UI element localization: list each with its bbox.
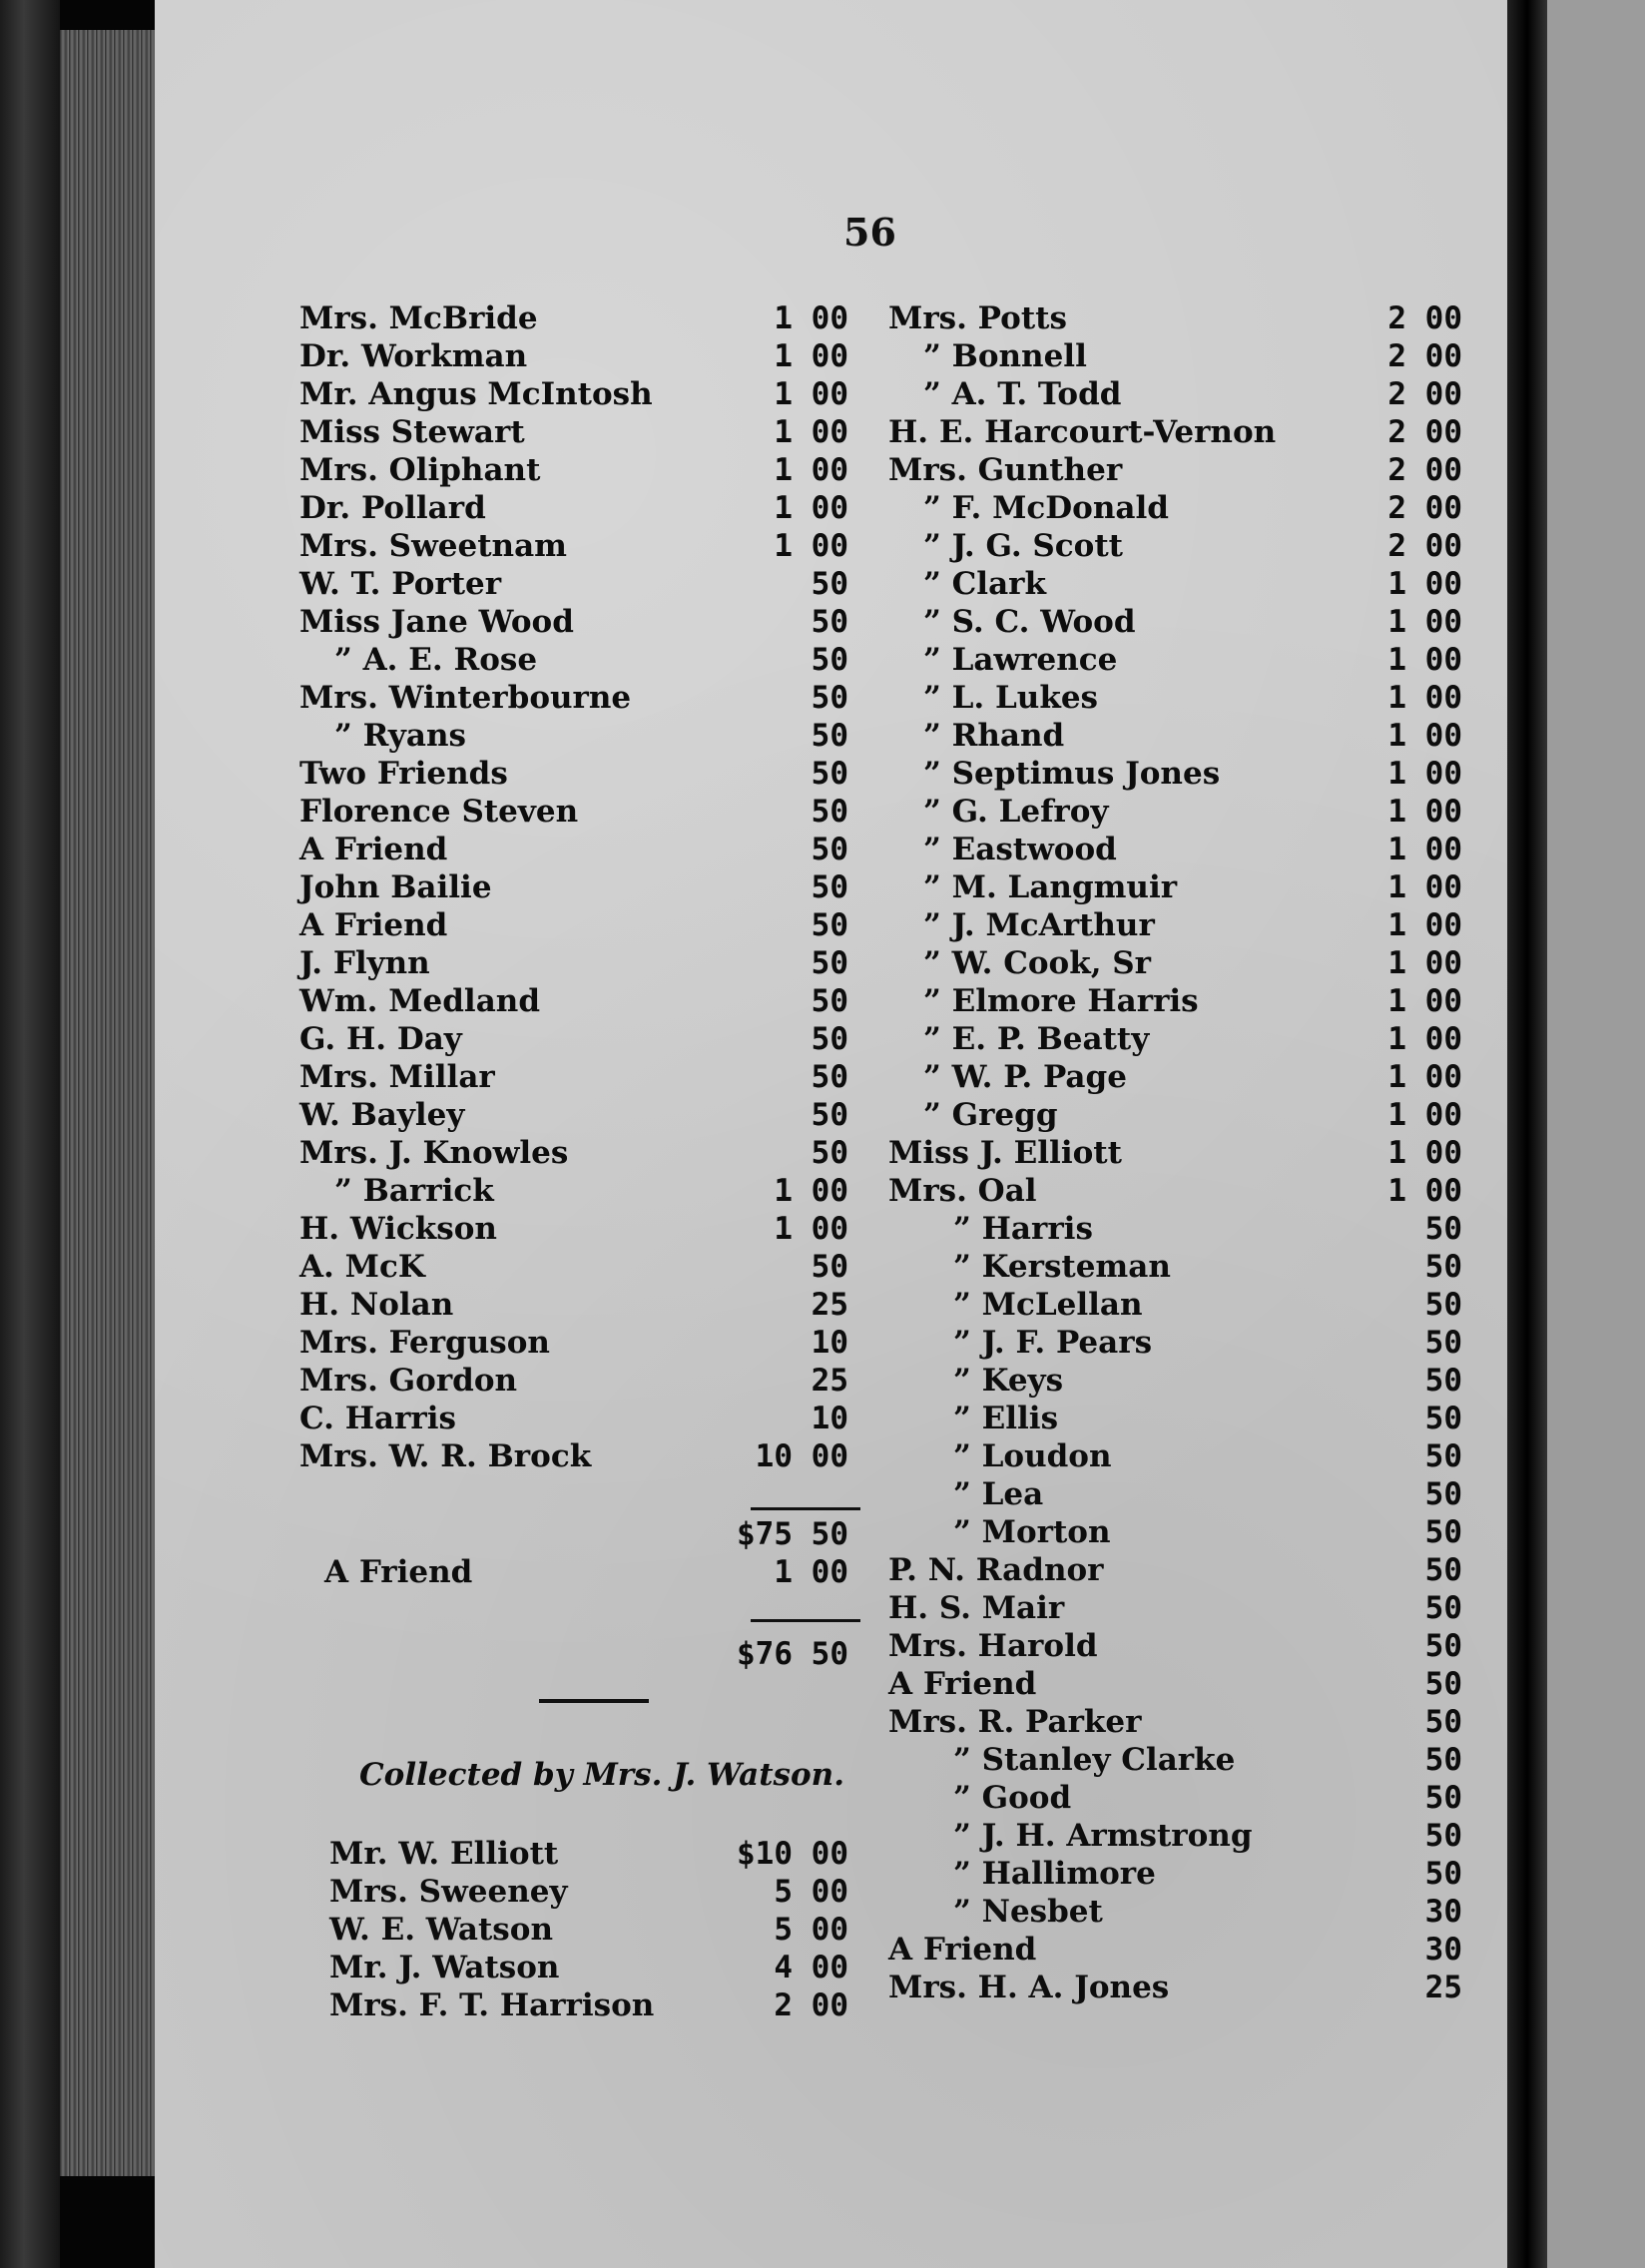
entry-name: Mrs. Winterbourne xyxy=(299,680,632,716)
entry-amount: 1 00 xyxy=(1387,1059,1462,1095)
entry-name: ” M. Langmuir xyxy=(923,869,1178,905)
entry-amount: 10 xyxy=(811,1325,848,1361)
entry-amount: 1 00 xyxy=(1387,566,1462,602)
entry-amount: 50 xyxy=(1424,1401,1462,1436)
list-item xyxy=(299,1437,878,1475)
entry-name: Mrs. W. R. Brock xyxy=(299,1438,592,1474)
entry-name: Mrs. Millar xyxy=(299,1059,495,1095)
entry-amount: 1 00 xyxy=(1387,718,1462,754)
list-item xyxy=(888,1589,1462,1627)
entry-name: ” G. Lefroy xyxy=(923,794,1109,830)
list-item xyxy=(299,1096,878,1134)
entry-amount: 5 00 xyxy=(774,1874,848,1910)
left-column-list xyxy=(299,299,878,1475)
list-item xyxy=(299,1986,878,2024)
entry-name: Mrs. F. T. Harrison xyxy=(329,1987,655,2023)
list-item xyxy=(299,1020,878,1058)
entry-name: ” Harris xyxy=(953,1211,1093,1247)
entry-name: Dr. Workman xyxy=(299,338,528,374)
list-item xyxy=(299,831,878,868)
entry-name: W. Bayley xyxy=(299,1097,465,1133)
entry-name: H. E. Harcourt-Vernon xyxy=(888,414,1277,450)
entry-amount: 50 xyxy=(1424,1628,1462,1664)
entry-name: ” Barrick xyxy=(334,1173,494,1209)
entry-name: ” F. McDonald xyxy=(923,490,1169,526)
entry-name: ” J. G. Scott xyxy=(923,528,1124,564)
entry-amount: 2 00 xyxy=(1387,300,1462,336)
list-item xyxy=(888,1779,1462,1817)
entry-amount: 1 00 xyxy=(774,528,848,564)
entry-name: ” Nesbet xyxy=(953,1894,1103,1930)
entry-name: ” Eastwood xyxy=(923,832,1117,867)
entry-amount: 10 xyxy=(811,1401,848,1436)
list-item xyxy=(888,1286,1462,1324)
entry-name: P. N. Radnor xyxy=(888,1552,1104,1588)
entry-name: Mrs. Gordon xyxy=(299,1363,518,1399)
entry-name: Mrs. R. Parker xyxy=(888,1704,1142,1740)
list-item xyxy=(888,1931,1462,1969)
entry-amount: 1 00 xyxy=(1387,604,1462,640)
list-item xyxy=(299,717,878,755)
entry-amount: 50 xyxy=(811,794,848,830)
extra-entry-row xyxy=(299,1553,878,1591)
entry-amount: 50 xyxy=(1424,1818,1462,1854)
list-item xyxy=(299,527,878,565)
entry-amount: 1 00 xyxy=(774,338,848,374)
facing-page-edge xyxy=(1547,0,1645,2268)
entry-name: Mr. Angus McIntosh xyxy=(299,376,653,412)
section-divider xyxy=(539,1699,649,1703)
list-item xyxy=(299,1134,878,1172)
list-item xyxy=(888,1703,1462,1741)
list-item xyxy=(299,1873,878,1911)
entry-amount: 50 xyxy=(1424,1249,1462,1285)
entry-amount: 2 00 xyxy=(1387,376,1462,412)
entry-amount: 10 00 xyxy=(755,1438,848,1474)
entry-amount: 50 xyxy=(1424,1856,1462,1892)
page-number: 56 xyxy=(843,210,896,255)
entry-name: A Friend xyxy=(888,1932,1037,1968)
list-item xyxy=(888,1096,1462,1134)
list-item xyxy=(888,755,1462,793)
entry-amount: 4 00 xyxy=(774,1950,848,1985)
entry-amount: 50 xyxy=(1424,1704,1462,1740)
total-rule xyxy=(751,1619,860,1622)
list-item xyxy=(299,413,878,451)
entry-name: Wm. Medland xyxy=(299,983,540,1019)
entry-name: H. Nolan xyxy=(299,1287,454,1323)
entry-amount: 50 xyxy=(811,983,848,1019)
entry-amount: 2 00 xyxy=(1387,490,1462,526)
entry-amount: 50 xyxy=(811,756,848,792)
list-item xyxy=(888,1741,1462,1779)
entry-name: Mrs. Sweeney xyxy=(329,1874,568,1910)
entry-amount: 1 00 xyxy=(1387,945,1462,981)
entry-amount: 50 xyxy=(1424,1780,1462,1816)
list-item xyxy=(888,1134,1462,1172)
list-item xyxy=(888,1437,1462,1475)
entry-name: C. Harris xyxy=(299,1401,456,1436)
list-item xyxy=(299,337,878,375)
list-item xyxy=(888,1475,1462,1513)
entry-amount: 25 xyxy=(811,1363,848,1399)
list-item xyxy=(299,451,878,489)
entry-name: ” J. McArthur xyxy=(923,907,1155,943)
entry-name: ” W. P. Page xyxy=(923,1059,1127,1095)
list-item xyxy=(888,1210,1462,1248)
list-item xyxy=(299,1400,878,1437)
entry-name: ” Hallimore xyxy=(953,1856,1156,1892)
list-item xyxy=(888,527,1462,565)
list-item xyxy=(299,755,878,793)
list-item xyxy=(888,1362,1462,1400)
entry-name: J. Flynn xyxy=(299,945,430,981)
entry-name: G. H. Day xyxy=(299,1021,462,1057)
entry-amount: 50 xyxy=(811,945,848,981)
list-item xyxy=(888,982,1462,1020)
entry-name: ” A. E. Rose xyxy=(334,642,538,678)
list-item xyxy=(299,1058,878,1096)
entry-name: ” L. Lukes xyxy=(923,680,1098,716)
list-item xyxy=(888,906,1462,944)
list-item xyxy=(888,1400,1462,1437)
list-item xyxy=(888,1058,1462,1096)
entry-amount: 50 xyxy=(811,1135,848,1171)
entry-name: Mrs. Potts xyxy=(888,300,1067,336)
entry-amount: 1 00 xyxy=(1387,1021,1462,1057)
extra-entry-name: A Friend xyxy=(324,1554,473,1590)
entry-amount: 1 00 xyxy=(774,490,848,526)
entry-amount: 1 00 xyxy=(1387,983,1462,1019)
list-item xyxy=(299,1362,878,1400)
entry-amount: 1 00 xyxy=(774,414,848,450)
list-item xyxy=(888,299,1462,337)
entry-amount: 50 xyxy=(811,832,848,867)
list-item xyxy=(299,565,878,603)
list-item xyxy=(299,906,878,944)
list-item xyxy=(299,1911,878,1949)
entry-name: A Friend xyxy=(299,832,448,867)
entry-amount: 50 xyxy=(1424,1438,1462,1474)
entry-amount: 1 00 xyxy=(1387,832,1462,867)
entry-amount: 2 00 xyxy=(1387,452,1462,488)
entry-name: Mr. J. Watson xyxy=(329,1950,560,1985)
list-item xyxy=(888,1324,1462,1362)
entry-name: W. T. Porter xyxy=(299,566,502,602)
list-item xyxy=(299,299,878,337)
list-item xyxy=(888,1172,1462,1210)
list-item xyxy=(299,603,878,641)
list-item xyxy=(299,982,878,1020)
list-item xyxy=(888,641,1462,679)
list-item xyxy=(888,1248,1462,1286)
entry-name: ” E. P. Beatty xyxy=(923,1021,1150,1057)
entry-amount: 50 xyxy=(811,718,848,754)
entry-name: ” McLellan xyxy=(953,1287,1143,1323)
list-item xyxy=(299,679,878,717)
list-item xyxy=(299,1248,878,1286)
entry-name: ” J. F. Pears xyxy=(953,1325,1153,1361)
entry-amount: 1 00 xyxy=(1387,756,1462,792)
entry-amount: 50 xyxy=(1424,1211,1462,1247)
entry-name: ” Kersteman xyxy=(953,1249,1171,1285)
entry-name: Mrs. Sweetnam xyxy=(299,528,567,564)
list-item xyxy=(888,565,1462,603)
list-item xyxy=(888,1513,1462,1551)
list-item xyxy=(299,1835,878,1873)
total-row xyxy=(299,1635,878,1673)
entry-name: ” Stanley Clarke xyxy=(953,1742,1236,1778)
list-item xyxy=(888,1665,1462,1703)
list-item xyxy=(888,679,1462,717)
list-item xyxy=(299,1286,878,1324)
entry-name: ” Ryans xyxy=(334,718,466,754)
list-item xyxy=(299,1949,878,1986)
entry-amount: 2 00 xyxy=(774,1987,848,2023)
entry-name: Mr. W. Elliott xyxy=(329,1836,559,1872)
list-item xyxy=(299,1324,878,1362)
entry-amount: 1 00 xyxy=(1387,680,1462,716)
entry-amount: 1 00 xyxy=(774,376,848,412)
entry-amount: 50 xyxy=(811,642,848,678)
entry-amount: 1 00 xyxy=(1387,1173,1462,1209)
list-item xyxy=(888,375,1462,413)
entry-name: Two Friends xyxy=(299,756,508,792)
entry-name: ” Loudon xyxy=(953,1438,1112,1474)
entry-amount: 50 xyxy=(811,1059,848,1095)
entry-amount: 50 xyxy=(1424,1552,1462,1588)
entry-amount: 2 00 xyxy=(1387,528,1462,564)
list-item xyxy=(888,1551,1462,1589)
list-item xyxy=(888,831,1462,868)
list-item xyxy=(888,1893,1462,1931)
list-item xyxy=(888,489,1462,527)
entry-name: ” Morton xyxy=(953,1514,1111,1550)
entry-name: ” Gregg xyxy=(923,1097,1058,1133)
list-item xyxy=(299,1210,878,1248)
entry-name: Mrs. Harold xyxy=(888,1628,1098,1664)
entry-name: Miss J. Elliott xyxy=(888,1135,1122,1171)
entry-name: John Bailie xyxy=(299,869,492,905)
list-item xyxy=(888,944,1462,982)
list-item xyxy=(888,413,1462,451)
entry-amount: $10 00 xyxy=(737,1836,848,1872)
list-item xyxy=(888,1855,1462,1893)
entry-amount: 5 00 xyxy=(774,1912,848,1948)
collected-list xyxy=(299,1835,878,2024)
entry-amount: 50 xyxy=(1424,1514,1462,1550)
entry-amount: 1 00 xyxy=(1387,1135,1462,1171)
list-item xyxy=(888,451,1462,489)
entry-amount: 25 xyxy=(811,1287,848,1323)
list-item xyxy=(888,793,1462,831)
entry-amount: 2 00 xyxy=(1387,414,1462,450)
book-spine-left xyxy=(0,0,60,2268)
list-item xyxy=(888,1969,1462,2006)
entry-amount: 50 xyxy=(811,604,848,640)
list-item xyxy=(888,1627,1462,1665)
subtotal-row xyxy=(299,1515,878,1553)
entry-amount: 25 xyxy=(1424,1970,1462,2005)
entry-amount: 1 00 xyxy=(1387,869,1462,905)
entry-amount: 50 xyxy=(811,869,848,905)
subtotal-amount: $75 50 xyxy=(737,1516,848,1552)
entry-name: ” Good xyxy=(953,1780,1072,1816)
entry-amount: 50 xyxy=(811,1021,848,1057)
entry-amount: 1 00 xyxy=(774,300,848,336)
entry-name: ” S. C. Wood xyxy=(923,604,1136,640)
entry-amount: 50 xyxy=(811,680,848,716)
entry-name: Mrs. Oliphant xyxy=(299,452,541,488)
entry-name: A. McK xyxy=(299,1249,425,1285)
entry-name: H. S. Mair xyxy=(888,1590,1065,1626)
entry-name: A Friend xyxy=(299,907,448,943)
entry-name: ” Lea xyxy=(953,1476,1044,1512)
entry-amount: 50 xyxy=(811,1249,848,1285)
entry-name: ” Septimus Jones xyxy=(923,756,1221,792)
entry-name: W. E. Watson xyxy=(329,1912,553,1948)
list-item xyxy=(299,641,878,679)
entry-amount: 2 00 xyxy=(1387,338,1462,374)
entry-amount: 1 00 xyxy=(1387,907,1462,943)
entry-name: Mrs. McBride xyxy=(299,300,538,336)
list-item xyxy=(888,603,1462,641)
entry-name: ” Elmore Harris xyxy=(923,983,1199,1019)
list-item xyxy=(299,1172,878,1210)
entry-name: ” J. H. Armstrong xyxy=(953,1818,1253,1854)
list-item xyxy=(299,868,878,906)
entry-name: Mrs. Ferguson xyxy=(299,1325,550,1361)
entry-amount: 1 00 xyxy=(1387,1097,1462,1133)
entry-name: A Friend xyxy=(888,1666,1037,1702)
entry-name: Mrs. H. A. Jones xyxy=(888,1970,1170,2005)
entry-name: Mrs. Gunther xyxy=(888,452,1123,488)
entry-amount: 50 xyxy=(1424,1742,1462,1778)
entry-amount: 50 xyxy=(1424,1325,1462,1361)
entry-amount: 1 00 xyxy=(1387,794,1462,830)
entry-amount: 30 xyxy=(1424,1894,1462,1930)
entry-name: H. Wickson xyxy=(299,1211,497,1247)
list-item xyxy=(888,1020,1462,1058)
entry-amount: 50 xyxy=(1424,1363,1462,1399)
entry-amount: 1 00 xyxy=(774,452,848,488)
entry-name: Miss Stewart xyxy=(299,414,525,450)
entry-amount: 30 xyxy=(1424,1932,1462,1968)
entry-name: ” Clark xyxy=(923,566,1046,602)
list-item xyxy=(888,1817,1462,1855)
entry-amount: 50 xyxy=(1424,1476,1462,1512)
entry-name: ” Bonnell xyxy=(923,338,1087,374)
list-item xyxy=(888,337,1462,375)
entry-amount: 50 xyxy=(811,566,848,602)
entry-name: Florence Steven xyxy=(299,794,579,830)
list-item xyxy=(299,489,878,527)
entry-amount: 50 xyxy=(1424,1287,1462,1323)
entry-name: ” Ellis xyxy=(953,1401,1059,1436)
entry-name: Dr. Pollard xyxy=(299,490,486,526)
entry-amount: 1 00 xyxy=(774,1173,848,1209)
list-item xyxy=(299,944,878,982)
entry-amount: 50 xyxy=(811,1097,848,1133)
entry-name: Mrs. J. Knowles xyxy=(299,1135,569,1171)
entry-name: ” A. T. Todd xyxy=(923,376,1122,412)
entry-amount: 50 xyxy=(811,907,848,943)
list-item xyxy=(299,375,878,413)
entry-name: Mrs. Oal xyxy=(888,1173,1037,1209)
list-item xyxy=(888,717,1462,755)
collected-heading: Collected by Mrs. J. Watson. xyxy=(359,1757,845,1793)
subtotal-rule xyxy=(751,1507,860,1510)
entry-name: Miss Jane Wood xyxy=(299,604,574,640)
entry-amount: 1 00 xyxy=(1387,642,1462,678)
list-item xyxy=(888,868,1462,906)
entry-name: ” Keys xyxy=(953,1363,1064,1399)
entry-amount: 1 00 xyxy=(774,1211,848,1247)
total-amount: $76 50 xyxy=(737,1636,848,1672)
entry-name: ” Rhand xyxy=(923,718,1065,754)
entry-name: ” Lawrence xyxy=(923,642,1118,678)
right-column-list xyxy=(888,299,1462,2006)
entry-name: ” W. Cook, Sr xyxy=(923,945,1152,981)
book-gutter xyxy=(1507,0,1547,2268)
entry-amount: 50 xyxy=(1424,1666,1462,1702)
entry-amount: 50 xyxy=(1424,1590,1462,1626)
extra-entry-amount: 1 00 xyxy=(774,1554,848,1590)
list-item xyxy=(299,793,878,831)
